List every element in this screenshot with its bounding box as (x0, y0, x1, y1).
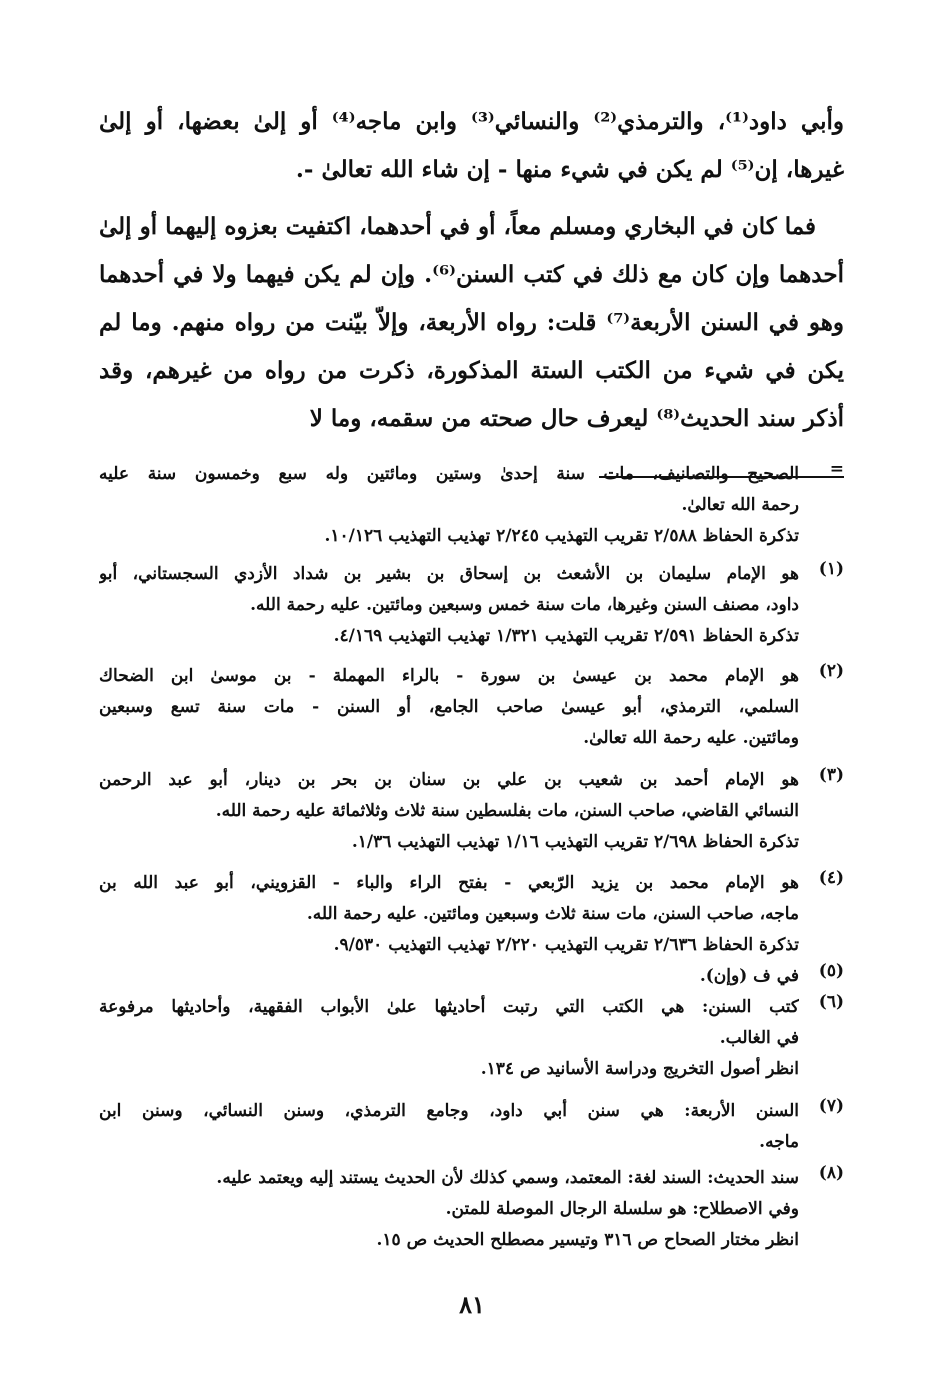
footnote-marker: (١) (818, 559, 844, 579)
footnote-line: وفي الاصطلاح: هو سلسلة الرجال الموصلة للمتن. (445, 1199, 799, 1219)
footnote-marker: (٧) (818, 1096, 844, 1116)
footnote-line: هو الإمام أحمد بن شعيب بن علي بن سنان بن بحر بن دينار، أبو عبد الرحمن (99, 770, 799, 790)
footnote-marker: (٣) (818, 765, 844, 785)
footnote-line: رحمة الله تعالىٰ. (681, 495, 799, 515)
footnote-line: ماجه، صاحب السنن، مات سنة ثلاث وسبعين ومائتين. عليه رحمة الله. (306, 904, 799, 924)
footnote-6 (99, 992, 844, 1085)
footnote-marker: (٥) (818, 961, 844, 981)
footnote-line: تذكرة الحفاظ ٢/٥٨٨ تقريب التهذيب ٢/٢٤٥ تهذيب التهذيب ١٠/١٢٦. (324, 526, 799, 546)
footnote-7 (99, 1096, 844, 1158)
footnote-marker: (٦) (818, 992, 844, 1012)
footnote-marker: (٨) (818, 1163, 844, 1183)
footnote-line: تذكرة الحفاظ ٢/٥٩١ تقريب التهذيب ١/٣٢١ تهذيب التهذيب ٤/١٦٩. (333, 626, 799, 646)
footnote-line: في الغالب. (719, 1028, 799, 1048)
footnote-line: داود، مصنف السنن وغيرها، مات سنة خمس وسبعين ومائتين. عليه رحمة الله. (250, 595, 799, 615)
paragraph-text: وأبي داود⁽¹⁾، والترمذي⁽²⁾ والنسائي⁽³⁾ وابن ماجه⁽⁴⁾ أو إلىٰ بعضها، أو إلىٰ غيرها، إن⁽⁵⁾ لم يكن في شيء منها - إن شاء الله تعالىٰ -. (99, 108, 845, 183)
footnote-line: كتب السنن: هي الكتب التي رتبت أحاديثها علىٰ الأبواب الفقهية، وأحاديثها مرفوعة (99, 997, 799, 1017)
footnote-marker: (٤) (818, 868, 844, 888)
footnote-4 (99, 868, 844, 961)
footnote-line: السنن الأربعة: هي سنن أبي داود، وجامع الترمذي، وسنن النسائي، وسنن ابن (99, 1101, 799, 1121)
footnote-line: انظر مختار الصحاح ص ٣١٦ وتيسير مصطلح الحديث ص ١٥. (376, 1230, 799, 1250)
footnote-line: السلمي، الترمذي، أبو عيسىٰ صاحب الجامع، أو السنن - مات سنة تسع وسبعين (99, 697, 799, 717)
footnote-5 (99, 961, 844, 992)
footnote-marker: = (829, 459, 844, 479)
footnote-line: تذكرة الحفاظ ٢/٦٣٦ تقريب التهذيب ٢/٢٢٠ تهذيب التهذيب ٩/٥٣٠. (333, 935, 799, 955)
footnote-8 (99, 1163, 844, 1256)
footnote-marker: (٢) (818, 661, 844, 681)
footnote-line: هو الإمام محمد بن عيسىٰ بن سورة - بالراء المهملة - بن موسىٰ ابن الضحاك (99, 666, 799, 686)
footnote-2 (99, 661, 844, 754)
footnote-line: ومائتين. عليه رحمة الله تعالىٰ. (583, 728, 799, 748)
footnote-line: هو الإمام محمد بن يزيد الرّبعي - بفتح الراء والباء - القزويني، أبو عبد الله بن (99, 873, 799, 893)
footnote-continuation (99, 459, 844, 552)
footnote-line: في ف (وإن). (699, 966, 799, 986)
footnote-line: الصحيح والتصانيف، مات سنة إحدىٰ وستين ومائتين وله سبع وخمسون سنة عليه (99, 464, 799, 484)
footnote-1 (99, 559, 844, 652)
paragraph-text: فما كان في البخاري ومسلم معاً، أو في أحدهما، اكتفيت بعزوه إليهما أو إلىٰ أحدهما وإن كان مع ذلك في كتب السنن⁽⁶⁾. وإن لم يكن فيهما ولا في أحدهما وهو في السنن الأربعة⁽⁷⁾ قلت: رواه الأربعة، وإلاّ بيّنت من رواه منهم. وما لم يكن في شيء من الكتب الستة المذكورة، ذكرت من رواه من غيرهم، وقد أذكر سند الحديث⁽⁸⁾ ليعرف حال صحته من سقمه، وما لا (99, 213, 844, 432)
footnote-3 (99, 765, 844, 858)
footnote-line: ماجه. (759, 1132, 799, 1152)
main-paragraph-1 (99, 98, 844, 194)
main-paragraph-2 (99, 203, 844, 443)
footnote-line: هو الإمام سليمان بن الأشعث بن إسحاق بن بشير بن شداد الأزدي السجستاني، أبو (99, 564, 799, 584)
footnote-line: النسائي القاضي، صاحب السنن، مات بفلسطين سنة ثلاث وثلاثمائة عليه رحمة الله. (215, 801, 799, 821)
footnote-line: انظر أصول التخريج ودراسة الأسانيد ص ١٣٤. (480, 1059, 799, 1079)
footnote-line: تذكرة الحفاظ ٢/٦٩٨ تقريب التهذيب ١/١٦ تهذيب التهذيب ١/٣٦. (351, 832, 799, 852)
footnote-line: سند الحديث: السند لغة: المعتمد، وسمي كذلك لأن الحديث يستند إليه ويعتمد عليه. (216, 1168, 799, 1188)
page-number: ٨١ (459, 1290, 485, 1319)
